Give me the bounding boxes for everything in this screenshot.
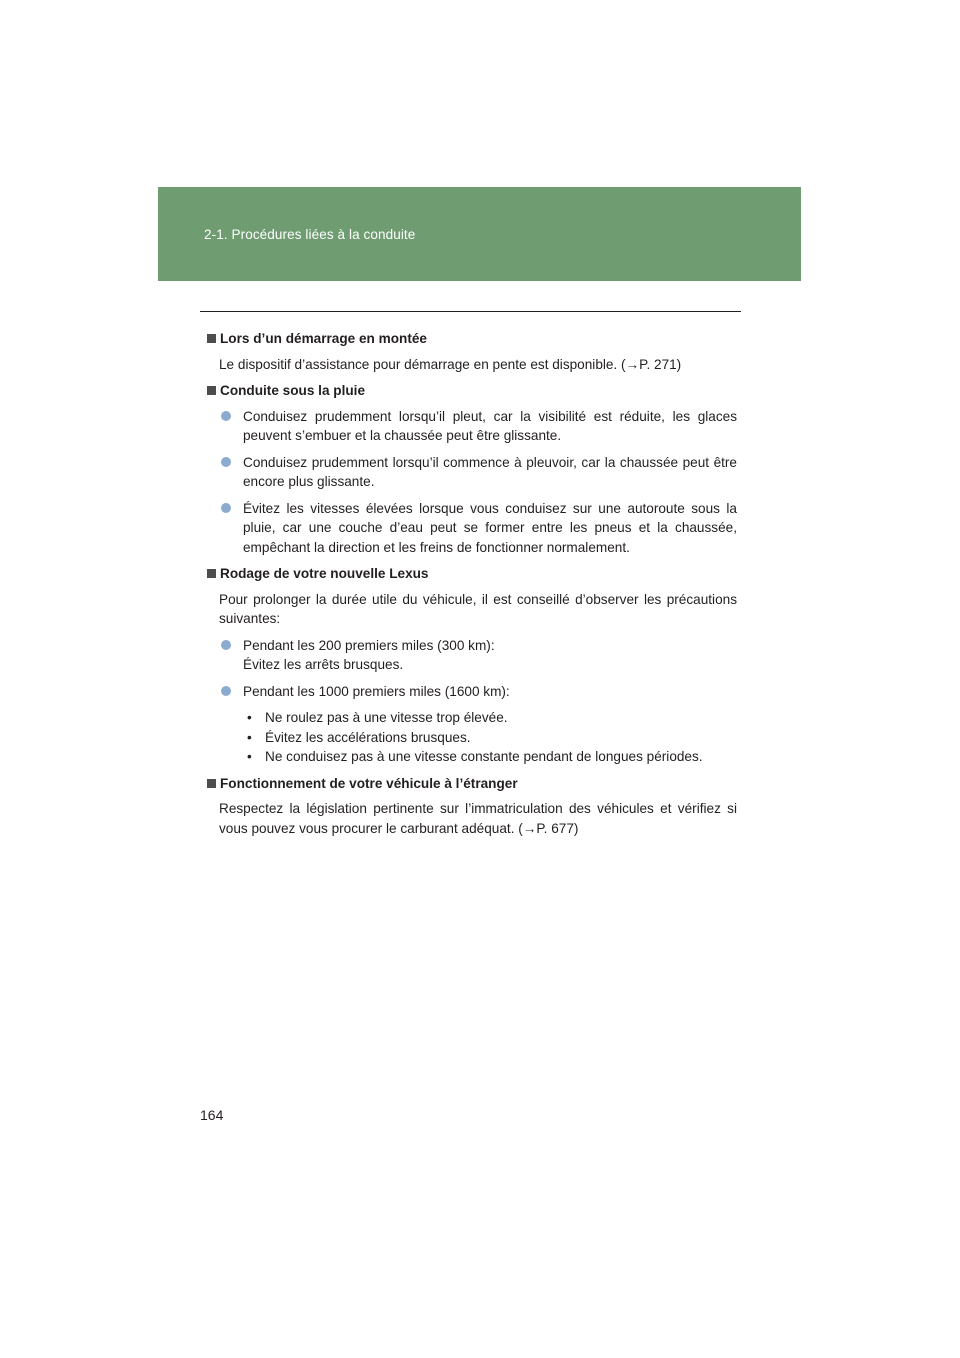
- section-heading: [207, 381, 737, 401]
- heading-text: Lors d’un démarrage en montée: [220, 331, 427, 346]
- paragraph: Pour prolonger la durée utile du véhicule, il est conseillé d’observer les précautions suivantes:: [219, 591, 737, 626]
- sub-list: [207, 708, 737, 767]
- heading-text: Fonctionnement de votre véhicule à l’étranger: [220, 775, 518, 791]
- sub-list-item: [243, 708, 737, 728]
- bullet-mark: •: [247, 729, 252, 745]
- list-item-text: Évitez les vitesses élevées lorsque vous conduisez sur une autoroute sous la pluie, car une couche d’eau peut se former entre les pneus et la chaussée, empêchant la direction et les freins de fonctionner normalement.: [243, 500, 737, 555]
- heading-text: Conduite sous la pluie: [220, 383, 366, 398]
- square-bullet-icon: [207, 569, 216, 578]
- sub-list-item: [243, 728, 737, 748]
- circle-bullet-icon: [221, 411, 231, 421]
- square-bullet-icon: [207, 334, 216, 343]
- circle-bullet-icon: [221, 640, 231, 650]
- sub-list-item-text: Ne roulez pas à une vitesse trop élevée.: [265, 710, 508, 725]
- section-heading: [207, 564, 737, 584]
- list-item-text: Évitez les arrêts brusques.: [243, 657, 404, 672]
- heading-text: Rodage de votre nouvelle Lexus: [220, 566, 429, 581]
- section-title: 2-1. Procédures liées à la conduite: [204, 227, 416, 242]
- circle-bullet-icon: [221, 457, 231, 467]
- list-item: [219, 636, 737, 675]
- list-item: [219, 407, 737, 446]
- list-item: [219, 682, 737, 702]
- sub-list-item: [243, 747, 737, 767]
- page-number: 164: [200, 1107, 224, 1123]
- list-item: [219, 453, 737, 492]
- circle-bullet-icon: [221, 686, 231, 696]
- divider: [200, 311, 741, 312]
- square-bullet-icon: [207, 386, 216, 395]
- circle-bullet-icon: [221, 503, 231, 513]
- paragraph: Le dispositif d’assistance pour démarrage en pente est disponible. (→P. 271): [219, 356, 682, 372]
- sub-list-item-text: Évitez les accélérations brusques.: [265, 729, 471, 745]
- list-item-text: Pendant les 200 premiers miles (300 km):: [243, 637, 495, 653]
- header-band: [158, 187, 801, 281]
- list-item-text: Conduisez prudemment lorsqu’il commence à pleuvoir, car la chaussée peut être encore plus glissante.: [243, 454, 737, 489]
- sub-list-item-text: Ne conduisez pas à une vitesse constante pendant de longues périodes.: [265, 749, 703, 764]
- bullet-mark: •: [247, 710, 252, 725]
- section-heading: [207, 774, 737, 794]
- square-bullet-icon: [207, 779, 216, 788]
- list-item: [219, 499, 737, 558]
- list-item-text: Pendant les 1000 premiers miles (1600 km):: [243, 683, 510, 699]
- bullet-mark: •: [247, 749, 252, 764]
- content: [207, 329, 737, 845]
- section-heading: [207, 329, 737, 349]
- list-item-text: Conduisez prudemment lorsqu’il pleut, car la visibilité est réduite, les glaces peuvent s’embuer et la chaussée peut être glissante.: [243, 408, 737, 443]
- paragraph: Respectez la législation pertinente sur l’immatriculation des véhicules et vérifiez si vous pouvez vous procurer le carburant adéquat. (→P. 677): [219, 801, 737, 836]
